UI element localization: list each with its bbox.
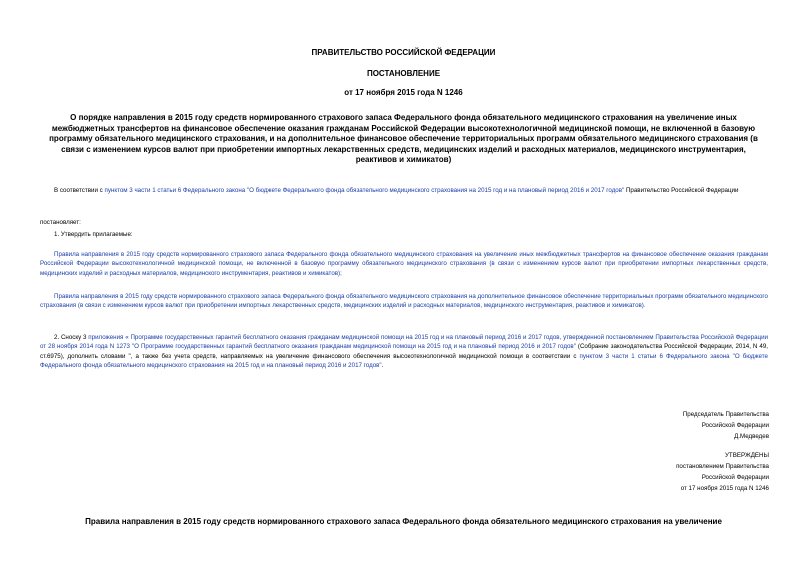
item-2-middle: (Собрание законодательства Российской Федерации, 2014, N 49, ст.6975), дополнить словами ", а также без учета средств, направляемых на увеличение финансового обеспечения высокотехнологичной медицинской помощи в соответствии с [40, 343, 768, 360]
item-2-start: 2. Сноску 3 [54, 334, 89, 341]
item-1-paragraph: 1. Утвердить прилагаемые: [54, 231, 133, 238]
preamble-paragraph [40, 186, 768, 195]
appendix-link[interactable]: приложения [88, 334, 124, 341]
document-title: О порядке направления в 2015 году средств нормированного страхового запаса Федерального фонда обязательного медицинского страхования на увеличение иных межбюджетных трансфертов на финансовое обеспечение оказания гражданам Российской Федерации высокотехнологичной медицинской помощи, не включенной в базовую программу обязательного медицинского страхования, и на дополнительное финансовое обеспечение территориальных программ обязательного медицинского страхования (в связи с изменением курсов валют при приобретении импортных лекарственных средств, медицинских изделий и расходных материалов, медицинского инструментария, реактивов и химикатов) [49, 113, 758, 165]
program-guarantees-link[interactable]: « Программе государственных гарантий бесплатного оказания гражданам медицинской помощи на 2015 год и на плановый период 2016 и 2017 годов, утвержденной постановлением Правительства Российской Федерации от 28 ноября 2014 года N 1273 "О Программе государственных гарантий бесплатного оказания гражданам медицинской помощи на 2015 год и на плановый период 2016 и 2017 годов" [40, 334, 768, 351]
signature-block [683, 409, 769, 442]
item-2-paragraph [40, 333, 768, 370]
document-date-number: от 17 ноября 2015 года N 1246 [344, 88, 463, 97]
signature-position: Председатель Правительства [682, 411, 769, 418]
federal-law-link-2[interactable]: пунктом 3 части 1 статьи 6 Федерального закона "О бюджете Федерального фонда обязательного медицинского страхования на 2015 год и на плановый период 2016 и 2017 годов" [40, 352, 768, 369]
rules-1-link[interactable]: Правила направления в 2015 году средств нормированного страхового запаса Федерального фонда обязательного медицинского страхования на увеличение иных межбюджетных трансфертов на финансовое обеспечение оказания гражданам Российской Федерации высокотехнологичной медицинской помощи, не включенной в базовую программу обязательного медицинского страхования (в связи с изменением курсов валют при приобретении импортных лекарственных средств, медицинских изделий и расходных материалов, медицинского инструментария, реактивов и химикатов); [40, 251, 768, 277]
signature-name: Д.Медведев [734, 433, 769, 440]
preamble-start: В соответствии с [54, 187, 105, 194]
federal-law-link[interactable]: пунктом 3 части 1 статьи 6 Федерального закона "О бюджете Федерального фонда обязательного медицинского страхования на 2015 год и на плановый период 2016 и 2017 годов" [104, 187, 625, 194]
government-heading: ПРАВИТЕЛЬСТВО РОССИЙСКОЙ ФЕДЕРАЦИИ [311, 48, 496, 57]
item-2-end: . [381, 361, 384, 369]
rules-title: Правила направления в 2015 году средств нормированного страхового запаса Федерального фонда обязательного медицинского страхования на увеличение [85, 517, 722, 526]
resolves-paragraph: постановляет: [40, 219, 81, 226]
approval-block [676, 450, 769, 494]
preamble-end: Правительство Российской Федерации [624, 187, 739, 194]
document-type-heading: ПОСТАНОВЛЕНИЕ [366, 69, 441, 78]
approval-date: от 17 ноября 2015 года N 1246 [680, 485, 769, 492]
approval-by: постановлением Правительства [676, 463, 769, 470]
approval-country: Российской Федерации [701, 474, 769, 481]
approval-title: УТВЕРЖДЕНЫ [725, 452, 769, 459]
signature-country: Российской Федерации [701, 422, 769, 429]
rules-2-link[interactable]: Правила направления в 2015 году средств нормированного страхового запаса Федерального фонда обязательного медицинского страхования на дополнительное финансовое обеспечение территориальных программ обязательного медицинского страхования (в связи с изменением курсов валют при приобретении импортных лекарственных средств, медицинских изделий и расходных материалов, медицинского инструментария, реактивов и химикатов). [40, 293, 768, 310]
